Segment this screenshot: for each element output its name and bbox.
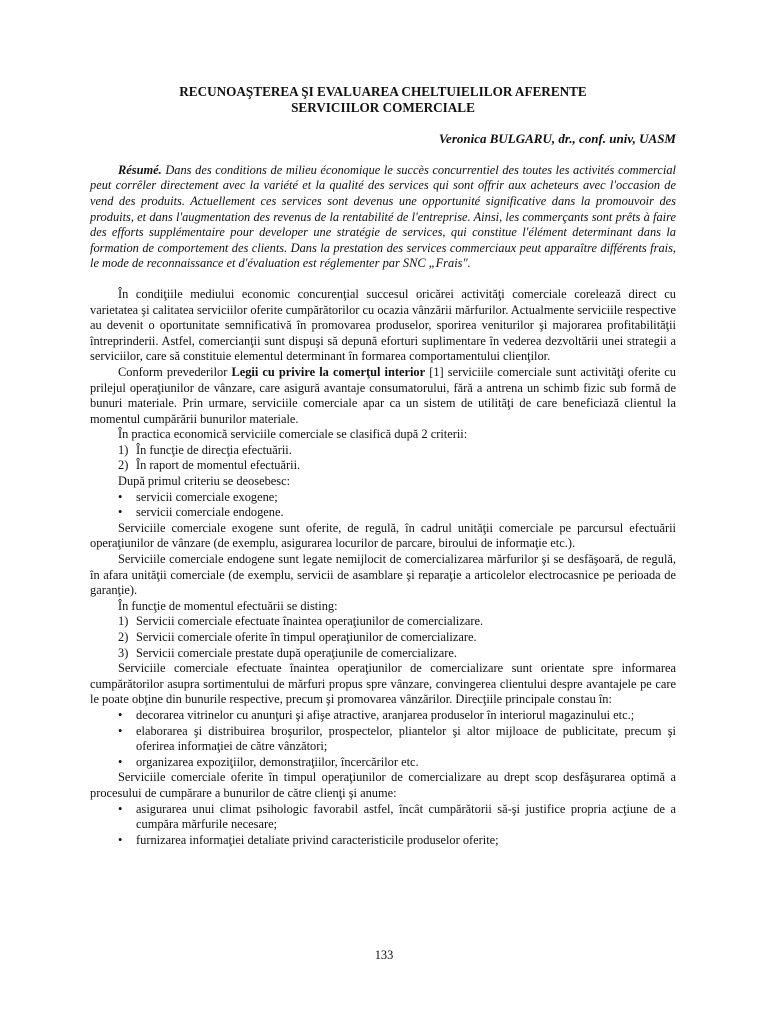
list-item [118, 801, 676, 833]
resume-label: Résumé. [118, 162, 162, 177]
title-line-1: RECUNOAŞTEREA ŞI EVALUAREA CHELTUIELILOR AFERENTE [179, 84, 587, 99]
item-text: În funcţie de direcţia efectuării. [136, 442, 292, 457]
item-number: 2) [118, 458, 129, 473]
during-list [90, 802, 676, 849]
body-paragraph-6: Serviciile comerciale endogene sunt legate nemijlocit de comercializarea mărfurilor şi se desfăşoară, de regulă, în afara unităţii comerciale (de exemplu, servicii de asamblare şi reparaţie a articolelor electrocasnice pe perioada de garanţie). [90, 552, 676, 598]
paper-content [90, 84, 676, 848]
item-text: furnizarea informaţiei detaliate privind caracteristicile produselor oferite; [136, 832, 499, 847]
item-text: elaborarea şi distribuirea broşurilor, prospectelor, pliantelor şi altor mijloace de publicitate, precum şi oferirea informaţiei de către vânzători; [136, 723, 676, 754]
item-number: 3) [118, 645, 129, 660]
item-text: servicii comerciale exogene; [136, 489, 278, 504]
item-number: 1) [118, 442, 129, 457]
title-line-2: SERVICIILOR COMERCIALE [291, 99, 475, 115]
paper-title [90, 84, 676, 115]
directions-list [90, 708, 676, 770]
bullet-icon: • [118, 723, 123, 738]
bullet-icon: • [118, 832, 123, 847]
author-line: Veronica BULGARU, dr., conf. univ, UASM [438, 131, 676, 147]
list-item [118, 723, 676, 755]
body-paragraph-4: După primul criteriu se deosebesc: [118, 474, 291, 489]
item-text: servicii comerciale endogene. [136, 505, 284, 520]
list-item [118, 458, 676, 474]
item-number: 1) [118, 614, 129, 629]
item-number: 2) [118, 630, 129, 644]
bullet-icon: • [118, 489, 123, 504]
body-paragraph-7: În funcţie de momentul efectuării se disting: [118, 598, 338, 613]
item-text: Servicii comerciale efectuate înaintea operaţiunilor de comercializare. [136, 614, 484, 629]
list-item [118, 754, 676, 771]
body-paragraph-3: În practica economică serviciile comerciale se clasifică după 2 criterii: [118, 427, 468, 442]
bullet-icon: • [118, 754, 123, 769]
item-text: organizarea expoziţiilor, demonstraţiilor, încercărilor etc. [136, 754, 419, 769]
list-item [118, 707, 676, 724]
item-text: Servicii comerciale prestate după operaţiunile de comercializare. [136, 645, 457, 660]
list-item [118, 505, 676, 521]
bullet-icon: • [118, 707, 123, 722]
list-item [118, 630, 676, 646]
kinds-list [90, 490, 676, 521]
list-item [118, 489, 676, 506]
page-number: 133 [374, 948, 394, 962]
criteria-list [90, 443, 676, 474]
item-text: Servicii comerciale oferite în timpul operaţiunilor de comercializare. [136, 630, 477, 644]
list-item [118, 614, 676, 630]
body-paragraph-2 [90, 365, 676, 427]
bullet-icon: • [118, 801, 123, 816]
item-text: asigurarea unui climat psihologic favorabil astfel, încât cumpărătorii să-şi justifice propria acţiune de a cumpăra mărfurile necesare; [136, 801, 676, 832]
p2-pre: Conform prevederilor [118, 364, 232, 379]
resume-paragraph [90, 163, 676, 272]
body-paragraph-1: În condiţiile mediului economic concurenţial succesul oricărei activităţi comerciale corelează direct cu varietatea şi calitatea serviciilor oferite cumpărătorilor cu ocazia vânzării mărfurilor. Actualmente serviciile respective au devenit o oportunitate semnificativă în promovarea produselor, sporirea veniturilor şi majorarea profitabilităţii întreprinderii. Astfel, comercianţii sunt dispuşi să depună eforturi suplimentare în vederea dezvoltării unei strategii a serviciilor, care să constituie elementul determinant în formarea comportamentului clienţilor. [90, 286, 676, 364]
law-reference: Legii cu privire la comerţul interior [231, 364, 426, 379]
item-text: În raport de momentul efectuării. [136, 458, 301, 473]
body-paragraph-9: Serviciile comerciale oferite în timpul operaţiunilor de comercializare au drept scop desfăşurarea optimă a procesului de cumpărare a bunurilor de către clienţi şi anume: [90, 770, 676, 800]
moments-list [90, 614, 676, 661]
p2-post: [1] serviciile comerciale sunt activităţi oferite cu prilejul operaţiunilor de vânzare, care asigură avantaje consumatorului, fără a antrena un schimb fizic sub formă de bunuri materiale. Prin urmare, serviciile comerciale apar ca un sistem de utilităţi de care beneficiază clientul la momentul cumpărării bunurilor materiale. [90, 364, 676, 426]
bullet-icon: • [118, 505, 123, 520]
list-item [118, 443, 676, 459]
body-paragraph-5: Serviciile comerciale exogene sunt oferite, de regulă, în cadrul unităţii comerciale pe parcursul efectuării operaţiunilor de vânzare (de exemplu, asigurarea locurilor de parcare, biroului de informaţie etc.). [90, 520, 676, 551]
item-text: decorarea vitrinelor cu anunţuri şi afişe atractive, aranjarea produselor în interiorul magazinului etc.; [136, 707, 635, 722]
body-paragraph-8: Serviciile comerciale efectuate înaintea operaţiunilor de comercializare sunt orientate spre informarea cumpărătorilor asupra sortimentului de mărfuri propus spre vânzare, convingerea clientului despre avantajele pe care le poate obţine din bunurile respective, precum şi promovarea vânzărilor. Direcţiile principale constau în: [90, 661, 676, 707]
resume-text: Dans des conditions de milieu économique le succès concurrentiel des toutes les activités commercial peut corrêler directement avec la variété et la qualité des services qui sont offrir aux acheteurs avec l'occasion de vend des produits. Actuellement ces services sont devenus une opportunité significative dans la promouvoir des produits, et dans l'augmentation des revenus de la rentabilité de l'entreprise. Ainsi, les commerçants sont prêts à faire des efforts supplémentaire pour developer une stratégie de services, qui constitue l'élément determinant dans la formation de comportement des clients. Dans la prestation des services commerciaux peut apparaître différents frais, le mode de reconnaissance et d'évaluation est réglementer par SNC „Frais". [90, 162, 676, 271]
list-item [118, 832, 676, 849]
list-item [118, 646, 676, 662]
